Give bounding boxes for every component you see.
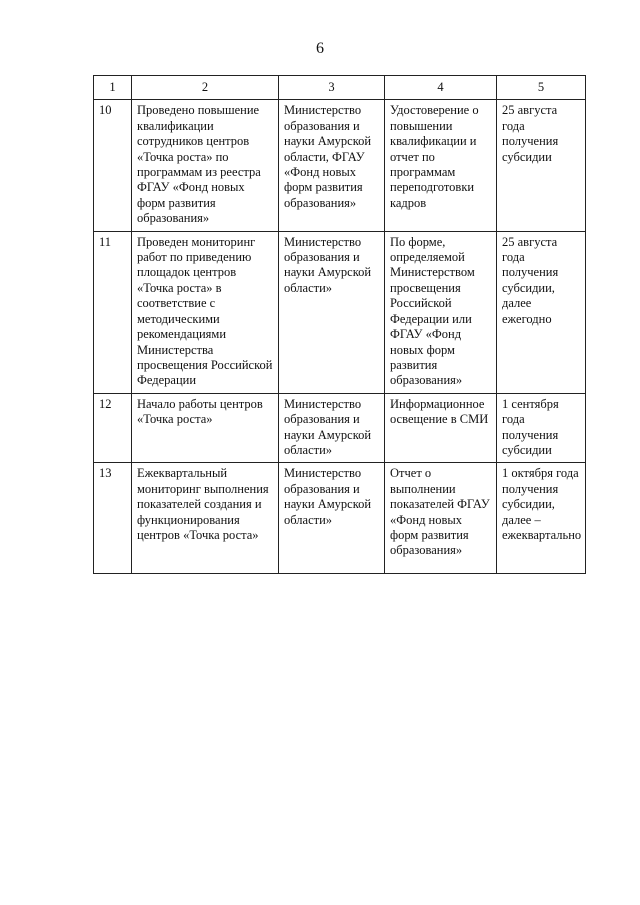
- deadline-cell: 1 октября года получения субсидии, далее – ежеквартально: [497, 463, 586, 574]
- deadline-cell: 25 августа года получения субсидии: [497, 100, 586, 231]
- header-cell-2: 2: [132, 76, 279, 100]
- event-cell: Проведено повышение квалификации сотрудников центров «Точка роста» по программам из реестра ФГАУ «Фонд новых форм развития образования»: [132, 100, 279, 231]
- header-row: [94, 76, 586, 100]
- event-cell: Начало работы центров «Точка роста»: [132, 393, 279, 463]
- row-number: 12: [94, 393, 132, 463]
- header-cell-1: 1: [94, 76, 132, 100]
- row-number: 11: [94, 231, 132, 393]
- result-cell: По форме, определяемой Министерством просвещения Российской Федерации или ФГАУ «Фонд новых форм развития образования»: [385, 231, 497, 393]
- responsible-cell: Министерство образования и науки Амурской области»: [279, 463, 385, 574]
- event-cell: Ежеквартальный мониторинг выполнения показателей создания и функционирования центров «Точка роста»: [132, 463, 279, 574]
- deadline-cell: 25 августа года получения субсидии, далее ежегодно: [497, 231, 586, 393]
- result-cell: Информационное освещение в СМИ: [385, 393, 497, 463]
- page-number: 6: [316, 40, 324, 57]
- row-number: 10: [94, 100, 132, 231]
- header-cell-4: 4: [385, 76, 497, 100]
- table-row: [94, 100, 586, 231]
- deadline-cell: 1 сентября года получения субсидии: [497, 393, 586, 463]
- header-cell-3: 3: [279, 76, 385, 100]
- row-number: 13: [94, 463, 132, 574]
- table-row: [94, 393, 586, 463]
- header-cell-5: 5: [497, 76, 586, 100]
- responsible-cell: Министерство образования и науки Амурской области»: [279, 231, 385, 393]
- plan-table: [93, 75, 586, 574]
- responsible-cell: Министерство образования и науки Амурской области»: [279, 393, 385, 463]
- event-cell: Проведен мониторинг работ по приведению площадок центров «Точка роста» в соответствие с методическими рекомендациями Министерства просвещения Российской Федерации: [132, 231, 279, 393]
- responsible-cell: Министерство образования и науки Амурской области, ФГАУ «Фонд новых форм развития образования»: [279, 100, 385, 231]
- result-cell: Удостоверение о повышении квалификации и отчет по программам переподготовки кадров: [385, 100, 497, 231]
- result-cell: Отчет о выполнении показателей ФГАУ «Фонд новых форм развития образования»: [385, 463, 497, 574]
- table-row: [94, 463, 586, 574]
- table-row: [94, 231, 586, 393]
